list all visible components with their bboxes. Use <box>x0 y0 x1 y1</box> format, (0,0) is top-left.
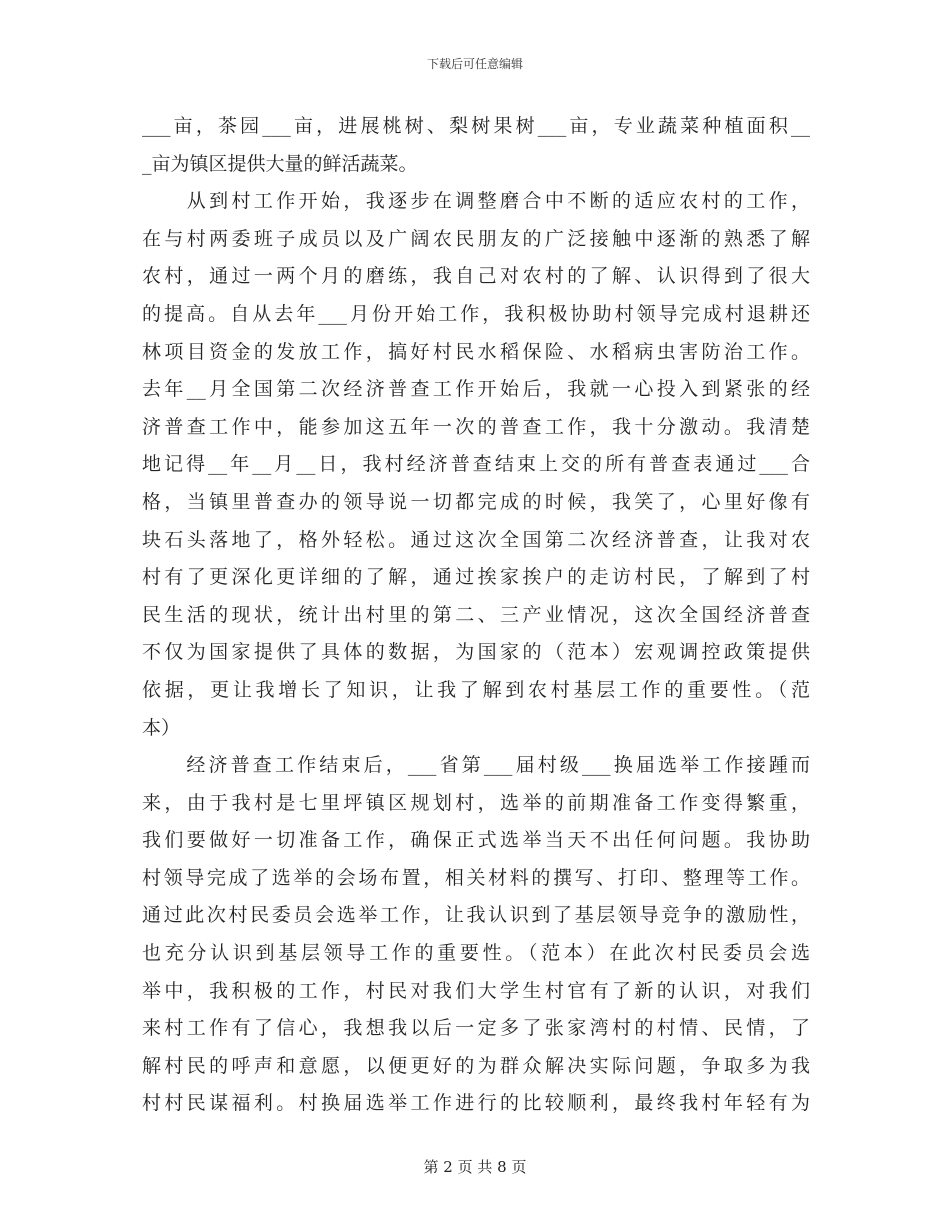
text-line: 解村民的呼声和意愿，以便更好的为群众解决实际问题，争取多为我 <box>142 1054 810 1077</box>
text-line: 经济普查工作结束后，___省第___届村级___换届选举工作接踵而 <box>142 754 810 777</box>
text-line: 农村，通过一两个月的磨练，我自己对农村的了解、认识得到了很大 <box>142 265 810 288</box>
text-line: _亩为镇区提供大量的鲜活蔬菜。 <box>142 152 418 175</box>
text-line: 通过此次村民委员会选举工作，让我认识到了基层领导竞争的激励性， <box>142 904 810 927</box>
text-line: 来村工作有了信心，我想我以后一定多了张家湾村的村情、民情，了 <box>142 1017 810 1040</box>
text-line: 的提高。自从去年___月份开始工作，我积极协助村领导完成村退耕还 <box>142 302 810 325</box>
text-line: 从到村工作开始，我逐步在调整磨合中不断的适应农村的工作， <box>142 190 810 213</box>
text-line: 地记得__年__月__日，我村经济普查结束上交的所有普查表通过___合 <box>142 453 810 476</box>
text-line: 在与村两委班子成员以及广阔农民朋友的广泛接触中逐渐的熟悉了解 <box>142 227 810 250</box>
text-line: 也充分认识到基层领导工作的重要性。（范本）在此次村民委员会选 <box>142 942 810 965</box>
body-text <box>142 108 810 1123</box>
text-line: 格，当镇里普查办的领导说一切都完成的时候，我笑了，心里好像有 <box>142 490 810 513</box>
text-line: 去年__月全国第二次经济普查工作开始后，我就一心投入到紧张的经 <box>142 378 810 401</box>
text-line: 我们要做好一切准备工作，确保正式选举当天不出任何问题。我协助 <box>142 829 810 852</box>
text-line: 民生活的现状，统计出村里的第二、三产业情况，这次全国经济普查 <box>142 603 810 626</box>
text-line: ___亩，茶园___亩，进展桃树、梨树果树___亩，专业蔬菜种植面积__ <box>142 115 810 137</box>
page-number: 第 2 页 共 8 页 <box>423 1158 527 1176</box>
text-line: 村领导完成了选举的会场布置，相关材料的撰写、打印、整理等工作。 <box>142 866 810 889</box>
text-line: 举中，我积极的工作，村民对我们大学生村官有了新的认识，对我们 <box>142 979 810 1002</box>
text-line: 村有了更深化更详细的了解，通过挨家挨户的走访村民，了解到了村 <box>142 566 810 589</box>
text-line: 不仅为国家提供了具体的数据，为国家的（范本）宏观调控政策提供 <box>142 641 810 664</box>
text-line: 村村民谋福利。村换届选举工作进行的比较顺利，最终我村年轻有为 <box>142 1092 810 1115</box>
header-note: 下载后可任意编辑 <box>426 57 523 71</box>
text-line: 济普查工作中，能参加这五年一次的普查工作，我十分激动。我清楚 <box>142 415 810 438</box>
text-line: 林项目资金的发放工作，搞好村民水稻保险、水稻病虫害防治工作。 <box>142 340 810 363</box>
text-line: 依据，更让我增长了知识，让我了解到农村基层工作的重要性。（范 <box>142 678 810 701</box>
text-line: 块石头落地了，格外轻松。通过这次全国第二次经济普查，让我对农 <box>142 528 810 551</box>
text-line: 来，由于我村是七里坪镇区规划村，选举的前期准备工作变得繁重， <box>142 791 810 814</box>
text-line: 本） <box>142 716 181 739</box>
